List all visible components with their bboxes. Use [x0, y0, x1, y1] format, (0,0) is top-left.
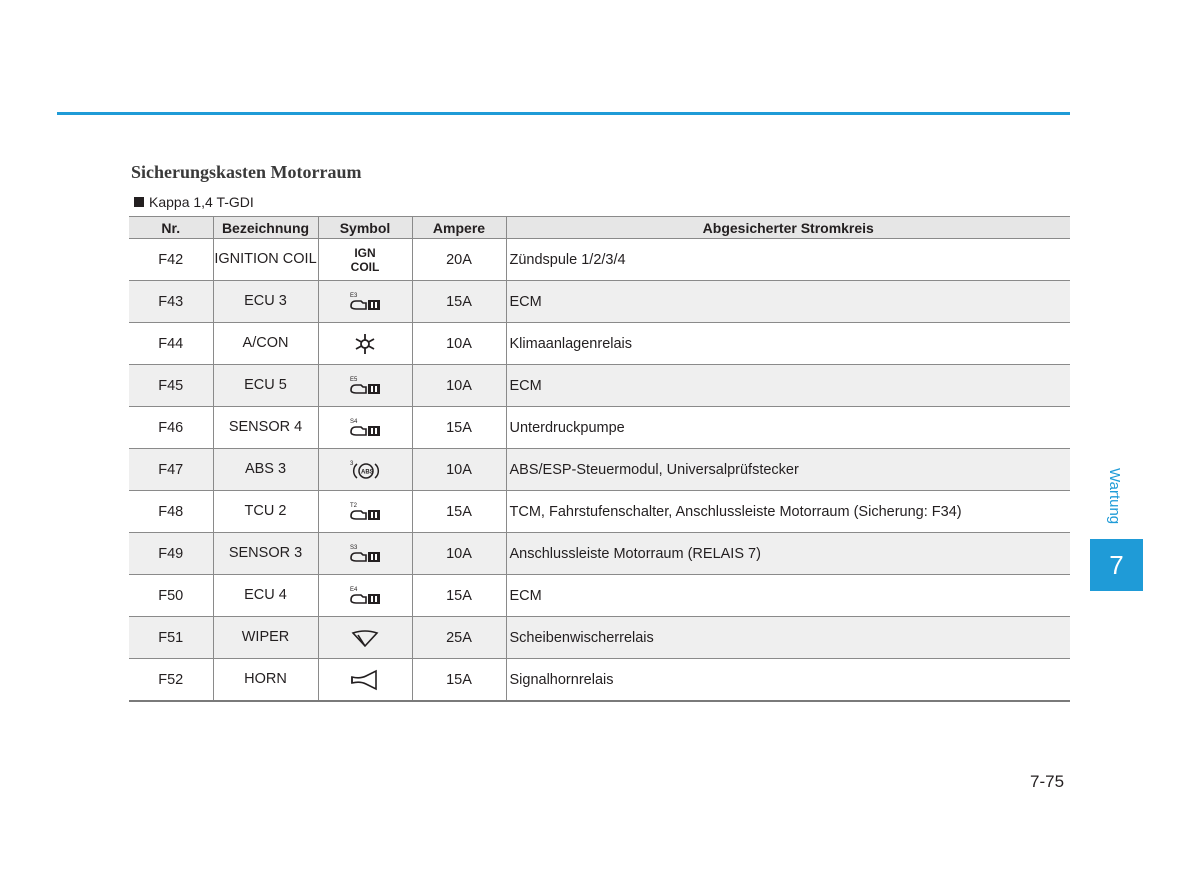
cell-ampere: 10A: [412, 533, 506, 575]
cell-symbol: [318, 239, 412, 281]
section-title: Sicherungskasten Motorraum: [131, 162, 362, 182]
svg-text:E4: E4: [350, 586, 358, 593]
svg-text:T2: T2: [350, 502, 358, 509]
svg-text:3: 3: [350, 460, 354, 467]
table-row: [129, 407, 1070, 449]
cell-stromkreis: TCM, Fahrstufenschalter, Anschlussleiste Motorraum (Sicherung: F34): [506, 491, 1070, 533]
svg-text:ABS: ABS: [361, 469, 374, 475]
cell-stromkreis: Zündspule 1/2/3/4: [506, 239, 1070, 281]
cell-stromkreis: ECM: [506, 281, 1070, 323]
header-symbol: Symbol: [318, 217, 412, 239]
cell-stromkreis: Anschlussleiste Motorraum (RELAIS 7): [506, 533, 1070, 575]
cell-ampere: 15A: [412, 575, 506, 617]
cell-bezeichnung: SENSOR 3: [213, 533, 318, 575]
cell-nr: F47: [129, 449, 213, 491]
cell-nr: F49: [129, 533, 213, 575]
cell-symbol: [318, 323, 412, 365]
cell-ampere: 25A: [412, 617, 506, 659]
table-row: [129, 281, 1070, 323]
cell-symbol: [318, 449, 412, 491]
cell-symbol: [318, 407, 412, 449]
cell-bezeichnung: A/CON: [213, 323, 318, 365]
cell-ampere: 15A: [412, 281, 506, 323]
cell-nr: F43: [129, 281, 213, 323]
chapter-tab: 7: [1090, 539, 1143, 591]
svg-text:S4: S4: [350, 418, 358, 425]
cell-ampere: 10A: [412, 323, 506, 365]
cell-nr: F50: [129, 575, 213, 617]
cell-symbol: [318, 365, 412, 407]
cell-stromkreis: Scheibenwischerrelais: [506, 617, 1070, 659]
cell-bezeichnung: ECU 3: [213, 281, 318, 323]
cell-symbol: [318, 491, 412, 533]
ecu-icon: [347, 503, 383, 519]
cell-stromkreis: ECM: [506, 575, 1070, 617]
table-row: [129, 449, 1070, 491]
cell-bezeichnung: TCU 2: [213, 491, 318, 533]
table-header-row: [129, 217, 1070, 239]
wiper-icon: [350, 629, 380, 645]
fuse-table: [129, 216, 1070, 702]
table-row: [129, 659, 1070, 702]
table-row: [129, 533, 1070, 575]
cell-symbol: [318, 575, 412, 617]
abs-icon: [348, 461, 382, 477]
cell-ampere: 20A: [412, 239, 506, 281]
cell-nr: F44: [129, 323, 213, 365]
top-rule: [57, 112, 1070, 115]
cell-stromkreis: Signalhornrelais: [506, 659, 1070, 702]
cell-nr: F48: [129, 491, 213, 533]
header-ampere: Ampere: [412, 217, 506, 239]
cell-symbol: [318, 281, 412, 323]
header-nr: Nr.: [129, 217, 213, 239]
header-stromkreis: Abgesicherter Stromkreis: [506, 217, 1070, 239]
table-row: [129, 323, 1070, 365]
cell-ampere: 10A: [412, 365, 506, 407]
cell-bezeichnung: SENSOR 4: [213, 407, 318, 449]
svg-text:E5: E5: [350, 376, 358, 383]
cell-bezeichnung: HORN: [213, 659, 318, 702]
cell-symbol: [318, 617, 412, 659]
cell-symbol: [318, 533, 412, 575]
ecu-icon: [347, 293, 383, 309]
cell-stromkreis: ABS/ESP-Steuermodul, Universalprüfstecker: [506, 449, 1070, 491]
table-row: [129, 617, 1070, 659]
cell-nr: F46: [129, 407, 213, 449]
ign-coil-symbol: IGN COIL: [350, 245, 380, 274]
cell-stromkreis: Klimaanlagenrelais: [506, 323, 1070, 365]
cell-bezeichnung: WIPER: [213, 617, 318, 659]
cell-nr: F52: [129, 659, 213, 702]
svg-text:S3: S3: [350, 544, 358, 551]
cell-symbol: [318, 659, 412, 702]
cell-ampere: 15A: [412, 491, 506, 533]
cell-ampere: 15A: [412, 659, 506, 702]
cell-stromkreis: ECM: [506, 365, 1070, 407]
table-row: [129, 239, 1070, 281]
cell-bezeichnung: IGNITION COIL: [213, 239, 318, 281]
subtitle-text: Kappa 1,4 T-GDI: [149, 194, 254, 210]
cell-bezeichnung: ECU 5: [213, 365, 318, 407]
square-bullet-icon: [134, 197, 144, 207]
table-row: [129, 365, 1070, 407]
cell-nr: F45: [129, 365, 213, 407]
cell-nr: F42: [129, 239, 213, 281]
cell-ampere: 10A: [412, 449, 506, 491]
table-row: [129, 575, 1070, 617]
subtitle: [134, 194, 254, 210]
cell-stromkreis: Unterdruckpumpe: [506, 407, 1070, 449]
horn-icon: [349, 671, 381, 687]
ecu-icon: [347, 377, 383, 393]
cell-bezeichnung: ABS 3: [213, 449, 318, 491]
cell-ampere: 15A: [412, 407, 506, 449]
ecu-icon: [347, 587, 383, 603]
ecu-icon: [347, 545, 383, 561]
cell-bezeichnung: ECU 4: [213, 575, 318, 617]
page-number: 7-75: [1030, 772, 1065, 791]
side-tab-label: Wartung: [1106, 468, 1123, 525]
snowflake-icon: [353, 335, 377, 351]
table-row: [129, 491, 1070, 533]
fuse-table-body: [129, 239, 1070, 702]
header-bezeichnung: Bezeichnung: [213, 217, 318, 239]
cell-nr: F51: [129, 617, 213, 659]
ecu-icon: [347, 419, 383, 435]
svg-text:E3: E3: [350, 292, 358, 299]
